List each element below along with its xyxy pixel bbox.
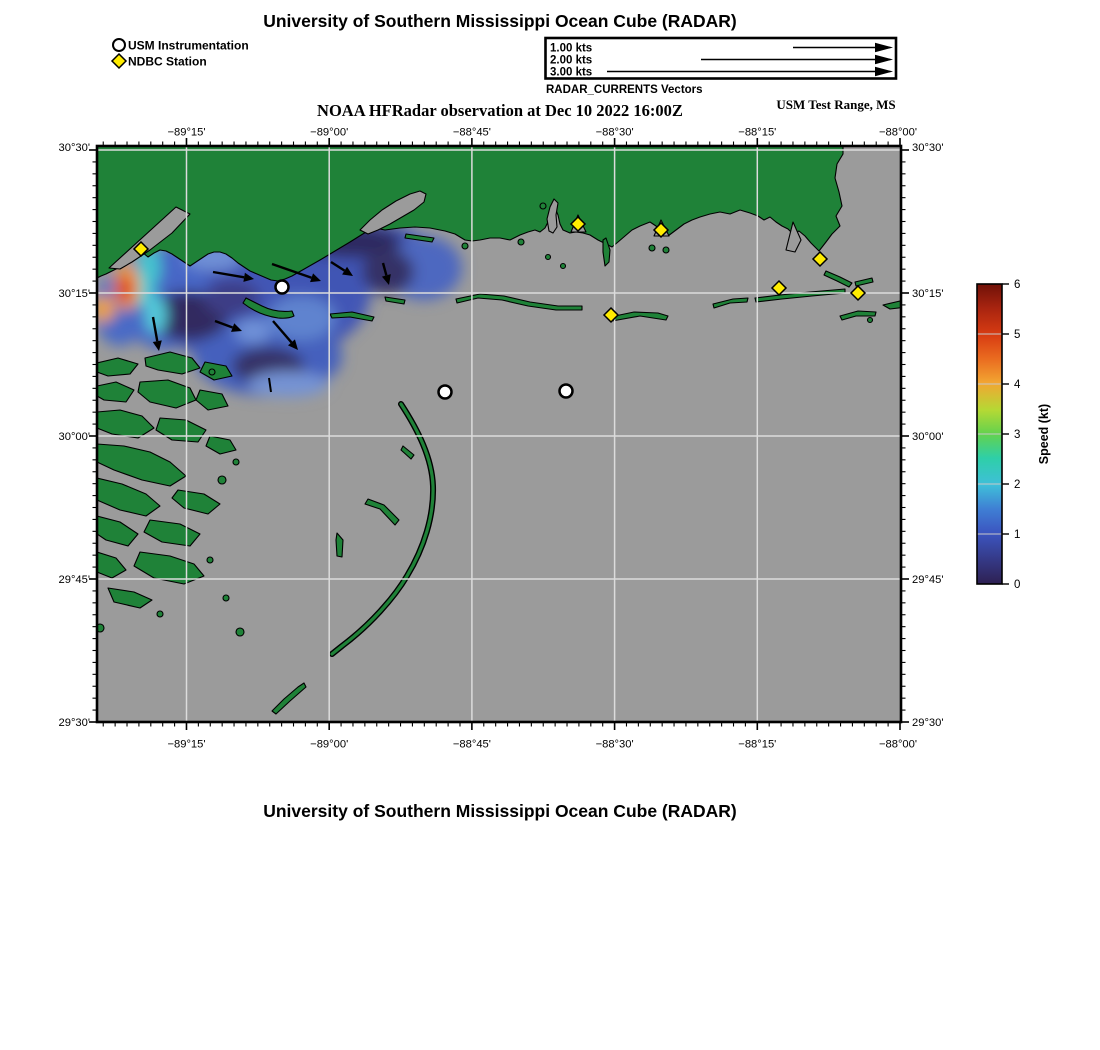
colorbar-tick-labels (1014, 279, 1021, 591)
x-tick-label: −89°15' (167, 126, 206, 139)
usm-instrument-marker (276, 281, 289, 294)
colorbar-title: Speed (kt) (1037, 403, 1051, 465)
vector-scale-2kt-label: 2.00 kts (550, 54, 593, 67)
vector-scale-caption: RADAR_CURRENTS Vectors (546, 84, 703, 96)
y-tick-label: 29°30' (912, 717, 944, 729)
y-axis-right-labels (912, 142, 944, 729)
colorbar (977, 279, 1051, 591)
footer-title: University of Southern Mississippi Ocean Cube (RADAR) (263, 801, 737, 821)
vector-scale-box (546, 38, 897, 79)
x-tick-label: −88°30' (595, 126, 634, 139)
y-tick-label: 29°45' (912, 574, 944, 586)
test-range-label: USM Test Range, MS (776, 97, 896, 112)
x-axis-top-labels (167, 127, 917, 139)
x-tick-label: −88°15' (738, 738, 777, 751)
ndbc-station-legend-label: NDBC Station (128, 54, 207, 69)
y-tick-label: 30°00' (912, 431, 944, 443)
page-title: University of Southern Mississippi Ocean Cube (RADAR) (263, 11, 737, 31)
x-tick-label: −88°45' (452, 738, 491, 751)
colorbar-tick-label: 5 (1014, 329, 1021, 341)
usm-instrument-legend-icon (113, 39, 125, 51)
colorbar-tick-label: 2 (1014, 479, 1021, 491)
x-tick-label: −88°00' (878, 738, 918, 751)
usm-instrument-legend-label: USM Instrumentation (128, 38, 249, 53)
x-tick-label: −89°15' (167, 738, 206, 751)
colorbar-tick-label: 1 (1014, 529, 1021, 541)
ndbc-station-legend-icon (112, 54, 126, 68)
x-tick-label: −88°15' (738, 126, 777, 139)
usm-instrument-marker (439, 386, 452, 399)
y-tick-label: 29°45' (58, 574, 90, 586)
y-axis-left-labels (59, 142, 91, 729)
y-tick-label: 30°15' (58, 288, 90, 300)
x-tick-label: −88°00' (878, 126, 918, 139)
colorbar-tick-label: 4 (1014, 379, 1021, 391)
y-tick-label: 29°30' (58, 717, 90, 729)
y-tick-label: 30°30' (58, 142, 90, 154)
colorbar-tick-label: 3 (1014, 429, 1021, 441)
vector-scale-3kt-label: 3.00 kts (550, 66, 593, 79)
x-tick-label: −89°00' (310, 126, 349, 139)
x-axis-bottom-labels (167, 739, 917, 751)
x-tick-label: −88°45' (452, 126, 491, 139)
x-tick-label: −88°30' (595, 738, 634, 751)
vector-scale-arrowheads (875, 43, 893, 77)
x-tick-label: −89°00' (310, 738, 349, 751)
observation-subtitle: NOAA HFRadar observation at Dec 10 2022 16:00Z (317, 101, 683, 120)
colorbar-tick-label: 6 (1014, 279, 1021, 291)
colorbar-ticks (1002, 284, 1009, 584)
usm-instrument-marker (560, 385, 573, 398)
y-tick-label: 30°00' (58, 431, 90, 443)
colorbar-tick-label: 0 (1014, 579, 1021, 591)
marker-legend (112, 39, 249, 69)
y-tick-label: 30°15' (912, 288, 944, 300)
vector-scale-1kt-label: 1.00 kts (550, 42, 593, 55)
y-tick-label: 30°30' (912, 142, 944, 154)
